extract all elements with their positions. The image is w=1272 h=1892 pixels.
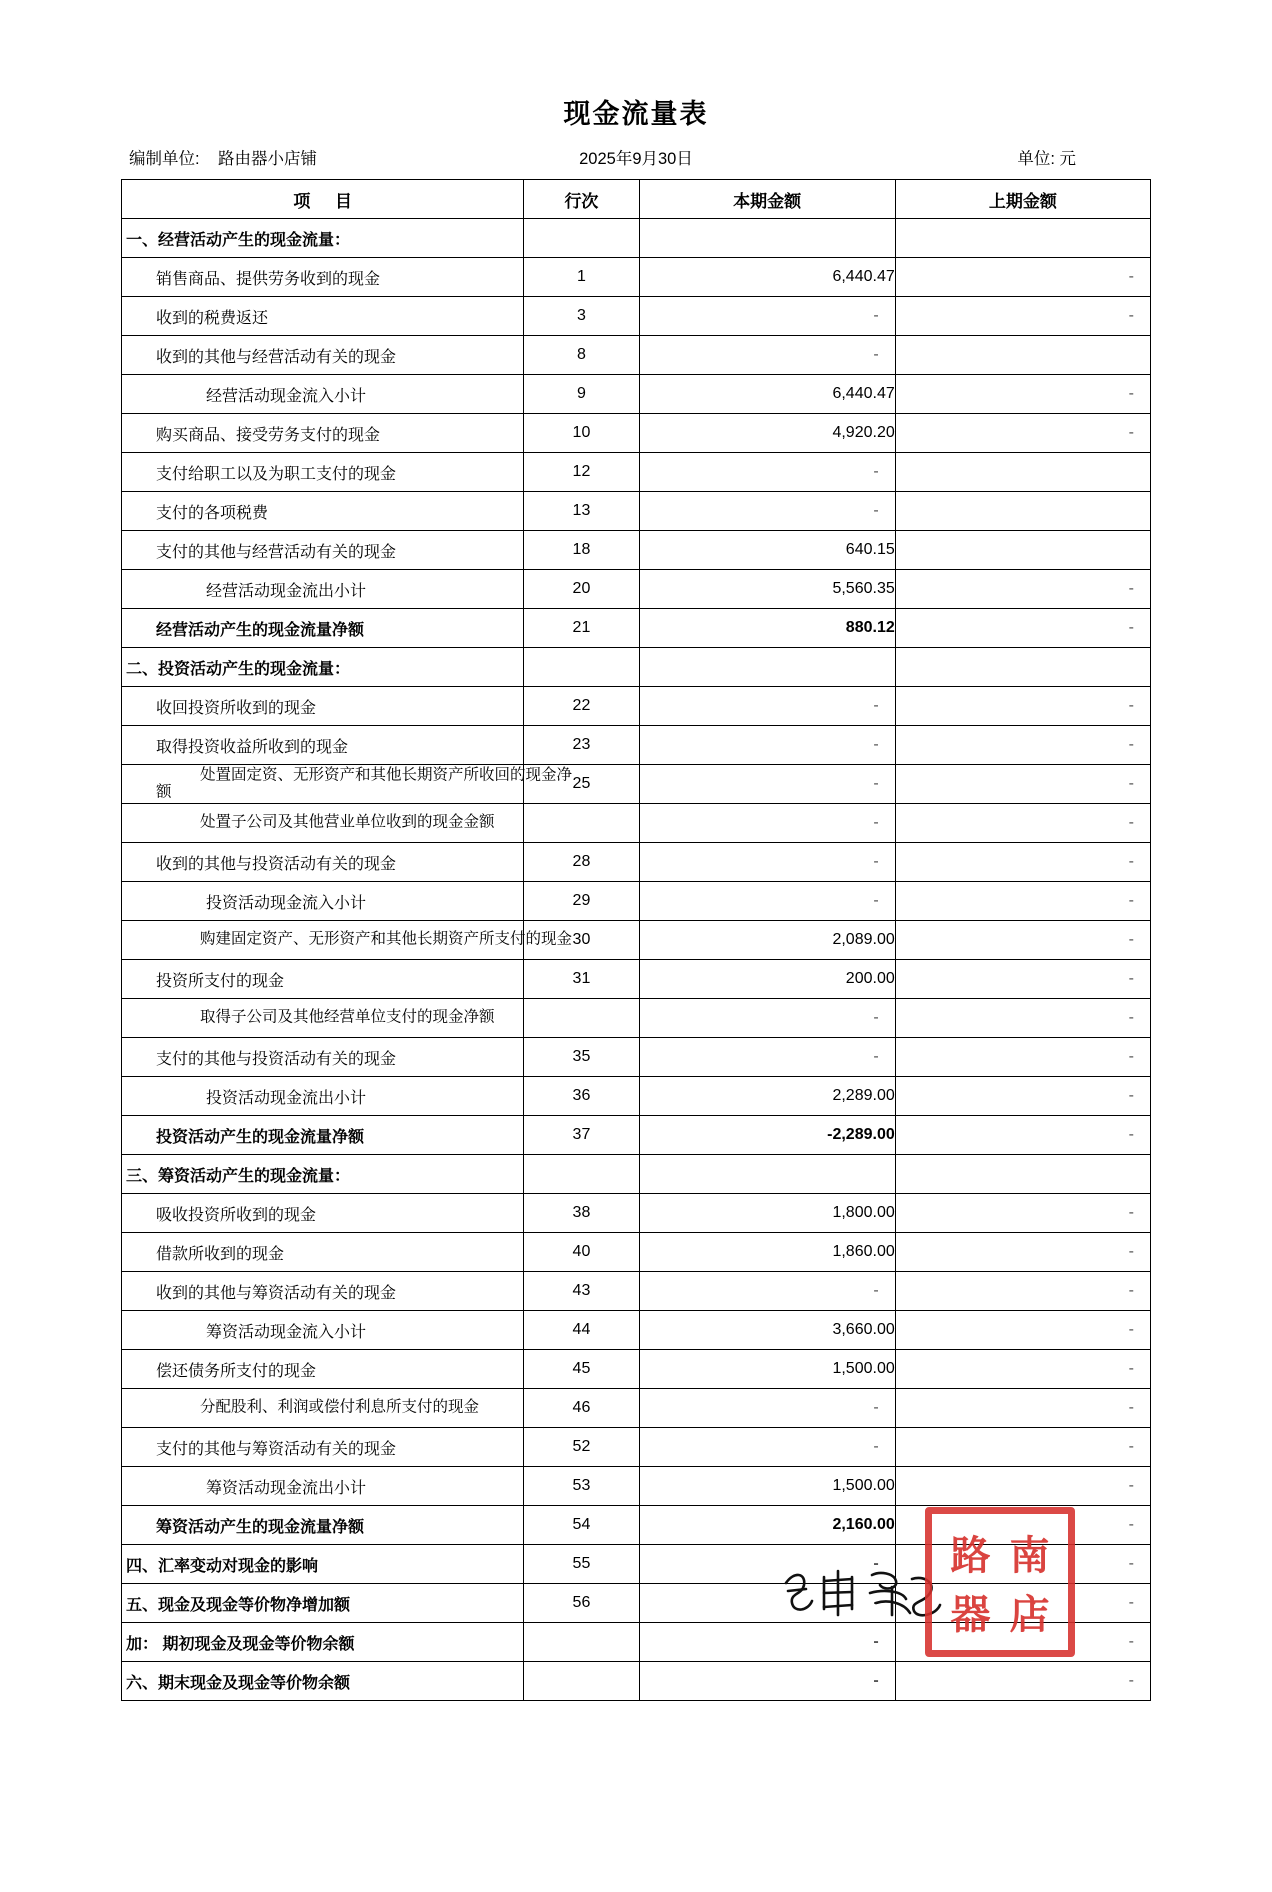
row-line-number: 28 (524, 843, 639, 882)
row-item-text: 三、筹资活动产生的现金流量： (126, 1167, 351, 1185)
row-item-label (122, 1506, 524, 1545)
row-item-label (122, 531, 524, 570)
row-previous-amount: - (895, 921, 1150, 960)
row-line-number: 52 (524, 1428, 639, 1467)
row-current-amount: - (639, 1389, 895, 1428)
row-line-number: 30 (524, 921, 639, 960)
table-row (122, 1194, 1151, 1233)
period-date: 2025年9月30日 (579, 150, 693, 168)
row-item-label (122, 336, 524, 375)
prepared-by (129, 145, 317, 169)
row-current-amount: - (639, 882, 895, 921)
row-current-amount: - (639, 1584, 895, 1623)
row-current-amount: - (639, 726, 895, 765)
row-current-amount: 1,500.00 (639, 1350, 895, 1389)
row-item-label (122, 1545, 524, 1584)
table-row (122, 453, 1151, 492)
row-current-amount: 200.00 (639, 960, 895, 999)
row-previous-amount: - (895, 1350, 1150, 1389)
row-line-number: 12 (524, 453, 639, 492)
row-previous-amount: - (895, 1545, 1150, 1584)
row-previous-amount (895, 492, 1150, 531)
row-item-label (122, 1584, 524, 1623)
row-previous-amount (895, 531, 1150, 570)
column-header-item: 项 目 (122, 180, 524, 219)
table-row (122, 921, 1151, 960)
row-current-amount: 4,920.20 (639, 414, 895, 453)
row-line-number: 55 (524, 1545, 639, 1584)
row-line-number: 10 (524, 414, 639, 453)
row-item-text: 筹资活动现金流出小计 (206, 1479, 367, 1497)
document-meta (121, 145, 1151, 171)
row-item-text: 投资所支付的现金 (156, 972, 285, 990)
row-item-label (122, 1662, 524, 1701)
row-previous-amount: - (895, 726, 1150, 765)
table-row (122, 531, 1151, 570)
row-item-label (122, 648, 524, 687)
row-item-text: 四、汇率变动对现金的影响 (126, 1557, 319, 1575)
seal-char-1: 南 (1009, 1532, 1050, 1579)
row-current-amount (639, 648, 895, 687)
row-current-amount: - (639, 1545, 895, 1584)
row-line-number: 31 (524, 960, 639, 999)
table-row (122, 765, 1151, 804)
table-row (122, 687, 1151, 726)
row-item-text: 收到的其他与投资活动有关的现金 (156, 855, 397, 873)
row-item-text: 分配股利、利润或偿付利息所支付的现金 (200, 1398, 480, 1416)
table-row (122, 960, 1151, 999)
row-previous-amount: - (895, 1389, 1150, 1428)
row-item-label (122, 1038, 524, 1077)
unit-info (1017, 145, 1076, 169)
row-previous-amount: - (895, 687, 1150, 726)
row-current-amount: 1,800.00 (639, 1194, 895, 1233)
row-line-number: 13 (524, 492, 639, 531)
row-item-label (122, 921, 573, 960)
column-header-previous: 上期金额 (895, 180, 1150, 219)
table-row (122, 1389, 1151, 1428)
company-seal (925, 1507, 1075, 1657)
row-line-number: 23 (524, 726, 639, 765)
page-title: 现金流量表 (563, 99, 709, 129)
row-line-number (524, 219, 639, 258)
row-previous-amount: - (895, 1311, 1150, 1350)
row-previous-amount: - (895, 1623, 1150, 1662)
row-item-label (122, 1389, 524, 1428)
table-row (122, 297, 1151, 336)
row-item-text: 支付的其他与筹资活动有关的现金 (156, 1440, 397, 1458)
row-line-number: 36 (524, 1077, 639, 1116)
row-item-text: 取得子公司及其他经营单位支付的现金净额 (200, 1008, 495, 1026)
row-line-number: 1 (524, 258, 639, 297)
row-item-text: 五、现金及现金等价物净增加额 (126, 1596, 351, 1614)
row-item-text: 加： 期初现金及现金等价物余额 (126, 1635, 355, 1653)
row-current-amount: - (639, 492, 895, 531)
row-previous-amount (895, 453, 1150, 492)
table-row (122, 999, 1151, 1038)
row-item-text: 筹资活动现金流入小计 (206, 1323, 367, 1341)
row-item-label (122, 726, 524, 765)
row-line-number (524, 1662, 639, 1701)
table-row (122, 258, 1151, 297)
row-previous-amount: - (895, 765, 1150, 804)
row-item-text: 购建固定资产、无形资产和其他长期资产所支付的现金 (200, 930, 573, 948)
row-previous-amount: - (895, 1272, 1150, 1311)
table-header-row (122, 180, 1151, 219)
row-item-label (122, 1194, 524, 1233)
row-current-amount (639, 219, 895, 258)
row-line-number: 21 (524, 609, 639, 648)
row-current-amount: 5,560.35 (639, 570, 895, 609)
row-previous-amount: - (895, 804, 1150, 843)
row-item-label (122, 1350, 524, 1389)
table-row (122, 1272, 1151, 1311)
row-current-amount: 3,660.00 (639, 1311, 895, 1350)
row-current-amount: 2,160.00 (639, 1506, 895, 1545)
row-line-number: 20 (524, 570, 639, 609)
row-item-label (122, 297, 524, 336)
row-item-text: 销售商品、提供劳务收到的现金 (156, 270, 381, 288)
row-previous-amount: - (895, 1233, 1150, 1272)
row-item-label (122, 843, 524, 882)
table-row (122, 882, 1151, 921)
row-current-amount: 1,500.00 (639, 1467, 895, 1506)
row-previous-amount: - (895, 1077, 1150, 1116)
row-current-amount: -2,289.00 (639, 1116, 895, 1155)
row-current-amount: - (639, 1272, 895, 1311)
table-row (122, 843, 1151, 882)
row-line-number: 38 (524, 1194, 639, 1233)
row-current-amount: - (639, 999, 895, 1038)
row-current-amount (639, 1155, 895, 1194)
row-current-amount: - (639, 1662, 895, 1701)
row-line-number: 3 (524, 297, 639, 336)
table-row (122, 1116, 1151, 1155)
row-line-number (524, 1155, 639, 1194)
row-item-text: 经营活动产生的现金流量净额 (156, 621, 365, 639)
seal-characters (941, 1523, 1059, 1641)
row-previous-amount: - (895, 843, 1150, 882)
row-item-text: 收到的其他与筹资活动有关的现金 (156, 1284, 397, 1302)
row-line-number: 37 (524, 1116, 639, 1155)
row-item-text: 筹资活动产生的现金流量净额 (156, 1518, 365, 1536)
row-item-text: 处置固定资、无形资产和其他长期资产所收回的现金净额 (156, 766, 573, 800)
row-item-label (122, 1116, 524, 1155)
table-row (122, 1038, 1151, 1077)
row-item-label (122, 375, 524, 414)
row-previous-amount: - (895, 960, 1150, 999)
row-previous-amount: - (895, 1038, 1150, 1077)
unit-value: 元 (1059, 150, 1076, 168)
row-previous-amount (895, 648, 1150, 687)
row-line-number (524, 648, 639, 687)
prepared-by-label: 编制单位: (129, 150, 200, 168)
row-current-amount: 880.12 (639, 609, 895, 648)
row-item-label (122, 453, 524, 492)
row-previous-amount (895, 219, 1150, 258)
row-item-text: 处置子公司及其他营业单位收到的现金金额 (200, 813, 495, 831)
row-item-text: 经营活动现金流出小计 (206, 582, 367, 600)
row-item-label (122, 1623, 524, 1662)
row-previous-amount: - (895, 609, 1150, 648)
row-item-label (122, 1428, 524, 1467)
row-item-text: 收回投资所收到的现金 (156, 699, 317, 717)
row-current-amount: 2,289.00 (639, 1077, 895, 1116)
table-row (122, 1350, 1151, 1389)
row-previous-amount: - (895, 375, 1150, 414)
row-previous-amount: - (895, 297, 1150, 336)
row-item-label (122, 414, 524, 453)
row-previous-amount: - (895, 1116, 1150, 1155)
seal-char-3: 店 (1009, 1591, 1050, 1638)
row-item-text: 支付的其他与经营活动有关的现金 (156, 543, 397, 561)
row-item-label (122, 570, 524, 609)
row-line-number: 54 (524, 1506, 639, 1545)
row-item-text: 吸收投资所收到的现金 (156, 1206, 317, 1224)
row-item-text: 收到的税费返还 (156, 309, 269, 327)
unit-label: 单位: (1017, 150, 1055, 168)
row-current-amount: - (639, 297, 895, 336)
table-row (122, 1311, 1151, 1350)
row-item-label (122, 219, 524, 258)
table-row (122, 1233, 1151, 1272)
row-previous-amount: - (895, 1506, 1150, 1545)
row-line-number: 43 (524, 1272, 639, 1311)
row-current-amount: - (639, 1428, 895, 1467)
table-row (122, 219, 1151, 258)
row-current-amount: - (639, 1038, 895, 1077)
row-previous-amount: - (895, 1584, 1150, 1623)
row-item-label (122, 804, 524, 843)
row-item-label (122, 609, 524, 648)
table-row (122, 1662, 1151, 1701)
table-row (122, 726, 1151, 765)
row-line-number: 53 (524, 1467, 639, 1506)
row-current-amount: - (639, 843, 895, 882)
row-current-amount: - (639, 336, 895, 375)
row-line-number: 40 (524, 1233, 639, 1272)
row-item-text: 投资活动现金流入小计 (206, 894, 367, 912)
row-item-label (122, 882, 524, 921)
row-current-amount: - (639, 765, 895, 804)
row-item-label (122, 999, 524, 1038)
row-item-text: 六、期末现金及现金等价物余额 (126, 1674, 351, 1692)
row-line-number: 46 (524, 1389, 639, 1428)
row-item-text: 投资活动产生的现金流量净额 (156, 1128, 365, 1146)
table-row (122, 609, 1151, 648)
prepared-by-value: 路由器小店铺 (217, 150, 317, 168)
table-row (122, 648, 1151, 687)
table-row (122, 1077, 1151, 1116)
row-line-number: 8 (524, 336, 639, 375)
row-current-amount: 6,440.47 (639, 258, 895, 297)
table-row (122, 414, 1151, 453)
row-line-number: 9 (524, 375, 639, 414)
column-header-current: 本期金额 (639, 180, 895, 219)
row-previous-amount: - (895, 570, 1150, 609)
row-current-amount: - (639, 687, 895, 726)
row-current-amount: 1,860.00 (639, 1233, 895, 1272)
seal-char-4: 器 (950, 1591, 991, 1638)
row-previous-amount: - (895, 1662, 1150, 1701)
row-current-amount: - (639, 1623, 895, 1662)
cash-flow-table (121, 179, 1151, 1701)
row-item-text: 支付的各项税费 (156, 504, 269, 522)
row-item-label (122, 960, 524, 999)
row-line-number (524, 1623, 639, 1662)
row-previous-amount: - (895, 882, 1150, 921)
row-item-text: 取得投资收益所收到的现金 (156, 738, 349, 756)
row-item-label (122, 1467, 524, 1506)
row-item-text: 购买商品、接受劳务支付的现金 (156, 426, 381, 444)
row-previous-amount: - (895, 1428, 1150, 1467)
row-item-text: 投资活动现金流出小计 (206, 1089, 367, 1107)
row-item-text: 支付给职工以及为职工支付的现金 (156, 465, 397, 483)
table-row (122, 570, 1151, 609)
row-item-label (122, 492, 524, 531)
row-item-label (122, 258, 524, 297)
row-line-number: 45 (524, 1350, 639, 1389)
row-line-number: 29 (524, 882, 639, 921)
row-previous-amount (895, 1155, 1150, 1194)
row-line-number: 22 (524, 687, 639, 726)
table-row (122, 804, 1151, 843)
row-item-label (122, 1155, 524, 1194)
table-row (122, 375, 1151, 414)
row-current-amount: 6,440.47 (639, 375, 895, 414)
row-item-label (122, 765, 573, 804)
row-line-number: 25 (524, 765, 639, 804)
row-current-amount: - (639, 453, 895, 492)
row-current-amount: 640.15 (639, 531, 895, 570)
table-row (122, 336, 1151, 375)
row-item-text: 借款所收到的现金 (156, 1245, 285, 1263)
row-previous-amount: - (895, 414, 1150, 453)
row-item-label (122, 1077, 524, 1116)
row-current-amount: 2,089.00 (639, 921, 895, 960)
row-line-number: 56 (524, 1584, 639, 1623)
column-header-line-no: 行次 (524, 180, 639, 219)
table-row (122, 1428, 1151, 1467)
row-previous-amount: - (895, 1467, 1150, 1506)
row-item-text: 经营活动现金流入小计 (206, 387, 367, 405)
row-item-text: 二、投资活动产生的现金流量： (126, 660, 351, 678)
row-item-text: 偿还债务所支付的现金 (156, 1362, 317, 1380)
row-item-label (122, 1311, 524, 1350)
table-row (122, 1467, 1151, 1506)
row-previous-amount: - (895, 999, 1150, 1038)
row-previous-amount: - (895, 258, 1150, 297)
row-item-text: 收到的其他与经营活动有关的现金 (156, 348, 397, 366)
row-item-label (122, 1233, 524, 1272)
row-item-text: 支付的其他与投资活动有关的现金 (156, 1050, 397, 1068)
row-previous-amount: - (895, 1194, 1150, 1233)
row-item-label (122, 687, 524, 726)
table-row (122, 1155, 1151, 1194)
seal-char-2: 路 (950, 1532, 991, 1579)
row-line-number: 44 (524, 1311, 639, 1350)
cash-flow-statement-page (0, 92, 1272, 1892)
row-line-number: 35 (524, 1038, 639, 1077)
row-current-amount: - (639, 804, 895, 843)
row-item-text: 一、经营活动产生的现金流量： (126, 231, 351, 249)
row-line-number: 18 (524, 531, 639, 570)
row-item-label (122, 1272, 524, 1311)
row-previous-amount (895, 336, 1150, 375)
table-row (122, 492, 1151, 531)
